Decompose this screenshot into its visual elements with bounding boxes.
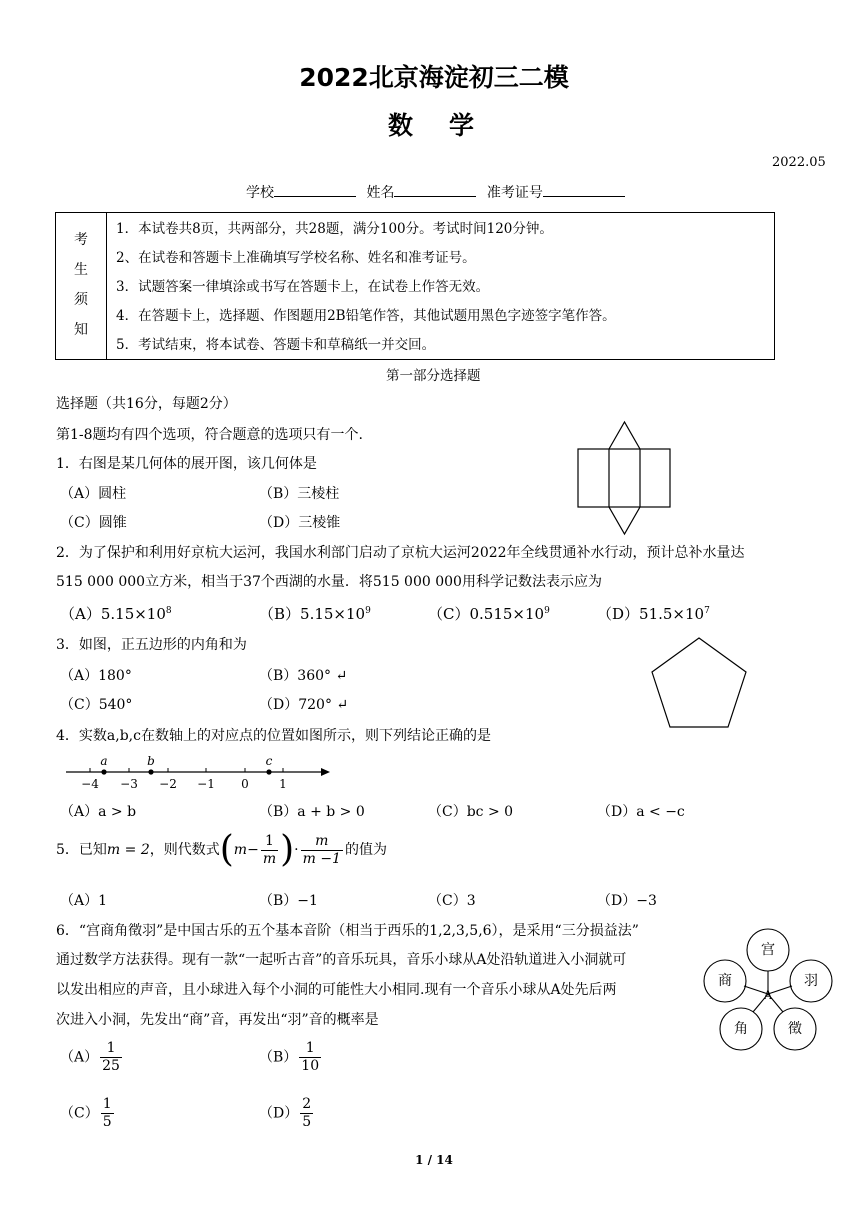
start-point-label: A — [763, 988, 773, 1002]
q4-option-a: （A）a > b — [60, 804, 137, 820]
point-label: c — [265, 754, 273, 768]
page-number: 1 / 14 — [415, 1153, 453, 1167]
name-field[interactable] — [394, 182, 476, 197]
note-label: 羽 — [804, 973, 818, 989]
point-label: a — [100, 754, 108, 768]
q3-option-b: （B）360° ↵ — [259, 668, 348, 684]
q3-option-a: （A）180° — [60, 668, 132, 684]
notice-char: 知 — [74, 322, 88, 338]
notice-line: 5．考试结束，将本试卷、答题卡和草稿纸一并交回。 — [116, 337, 436, 353]
note-label: 角 — [734, 1021, 748, 1037]
prism-net-figure — [576, 420, 672, 538]
notice-char: 生 — [74, 262, 88, 278]
exam-date: 2022.05 — [772, 155, 826, 170]
notice-char: 须 — [74, 292, 88, 308]
q2-stem-line2: 515 000 000立方米，相当于37个西湖的水量．将515 000 000用科学记数法表示应为 — [56, 574, 602, 590]
school-label: 学校 — [246, 185, 274, 201]
q6-option-a: （A） $\frac{1}{25}$ — [60, 1040, 120, 1074]
part-title: 第一部分选择题 — [386, 368, 481, 384]
q6-line: 通过数学方法获得。现有一款“一起听古音”的音乐玩具，音乐小球从A处沿轨道进入小洞就可 — [56, 952, 627, 968]
axis-tick: 0 — [241, 777, 249, 791]
q3-option-c: （C）540° — [60, 697, 133, 713]
school-field[interactable] — [274, 182, 356, 197]
q6-option-d: （D） $\frac{2}{5}$ — [259, 1096, 312, 1130]
q4-option-b: （B）a + b > 0 — [259, 804, 365, 820]
q3-option-d: （D）720° ↵ — [259, 697, 349, 713]
q3-stem: 3．如图，正五边形的内角和为 — [56, 637, 247, 653]
axis-tick: −2 — [159, 777, 177, 791]
q5-option-b: （B）−1 — [259, 893, 318, 909]
q5-option-c: （C）3 — [428, 893, 476, 909]
notice-line: 3．试题答案一律填涂或书写在答题卡上，在试卷上作答无效。 — [116, 279, 490, 295]
exam-notice-box — [55, 212, 775, 360]
axis-tick: −3 — [120, 777, 138, 791]
student-info-row — [246, 182, 631, 202]
notice-line: 4．在答题卡上，选择题、作图题用2B铅笔作答，其他试题用黑色字迹签字笔作答。 — [116, 308, 616, 324]
q4-stem: 4．实数a,b,c在数轴上的对应点的位置如图所示，则下列结论正确的是 — [56, 728, 491, 744]
id-label: 准考证号 — [486, 185, 543, 201]
q2-stem-line1: 2．为了保护和利用好京杭大运河，我国水利部门启动了京杭大运河2022年全线贯通补水行动，预计总补水量达 — [56, 545, 745, 561]
q1-option-d: （D）三棱锥 — [259, 515, 341, 531]
q2-option-d: $(D)51.5\times 10^7$ — [597, 605, 710, 623]
subject-title: 数学 — [388, 111, 511, 140]
q2-option-a: $(A)5.15\times 10^8$ — [60, 605, 172, 623]
axis-tick: 1 — [279, 777, 287, 791]
notice-line: 1．本试卷共8页，共两部分，共28题，满分100分。考试时间120分钟。 — [116, 221, 553, 237]
q5-stem: 5．已知m = 2，则代数式(m− $\frac{1}{m}$ )· $\frac{m}{m -1}$ 的值为 — [56, 829, 387, 870]
name-label: 姓名 — [366, 185, 395, 201]
notice-line: 2、在试卷和答题卡上准确填写学校名称、姓名和准考证号。 — [116, 250, 476, 266]
note-label: 徵 — [788, 1021, 802, 1037]
q2-option-b: $(B)5.15\times 10^9$ — [259, 605, 371, 623]
section-instruction: 第1-8题均有四个选项，符合题意的选项只有一个. — [56, 427, 363, 443]
q1-option-a: （A）圆柱 — [60, 486, 127, 502]
q1-stem: 1．右图是某几何体的展开图，该几何体是 — [56, 456, 317, 472]
music-toy-diagram — [700, 928, 840, 1056]
q2-option-c: $(C)0.515\times 10^9$ — [428, 605, 550, 623]
axis-tick: −1 — [197, 777, 215, 791]
q5-option-d: （D）−3 — [597, 893, 657, 909]
q6-option-c: （C） $\frac{1}{5}$ — [60, 1096, 112, 1130]
axis-tick: −4 — [81, 777, 99, 791]
q5-option-a: （A）1 — [60, 893, 108, 909]
notice-char: 考 — [74, 232, 88, 248]
point-label: b — [147, 754, 155, 768]
page-title: 2022北京海淀初三二模 — [299, 63, 569, 92]
note-label: 商 — [718, 973, 732, 989]
point-a — [101, 769, 106, 774]
q6-line: 次进入小洞，先发出“商”音，再发出“羽”音的概率是 — [56, 1012, 379, 1028]
point-c — [266, 769, 271, 774]
note-label: 宫 — [761, 942, 775, 958]
section-heading: 选择题（共16分，每题2分） — [56, 396, 237, 412]
q4-option-c: （C）bc > 0 — [428, 804, 514, 820]
point-b — [148, 769, 153, 774]
q1-option-b: （B）三棱柱 — [259, 486, 340, 502]
q6-option-b: （B） $\frac{1}{10}$ — [259, 1040, 320, 1074]
q4-option-d: （D）a < −c — [597, 804, 685, 820]
q6-line: 6．“宫商角徵羽”是中国古乐的五个基本音阶（相当于西乐的1,2,3,5,6），是采用“三分损益法” — [56, 923, 639, 939]
pentagon-figure — [650, 636, 748, 730]
number-line-figure — [62, 752, 334, 792]
q6-line: 以发出相应的声音，且小球进入每个小洞的可能性大小相同.现有一个音乐小球从A处先后两 — [56, 982, 617, 998]
q1-option-c: （C）圆锥 — [60, 515, 127, 531]
notice-side-label — [56, 213, 107, 359]
id-field[interactable] — [543, 182, 625, 197]
